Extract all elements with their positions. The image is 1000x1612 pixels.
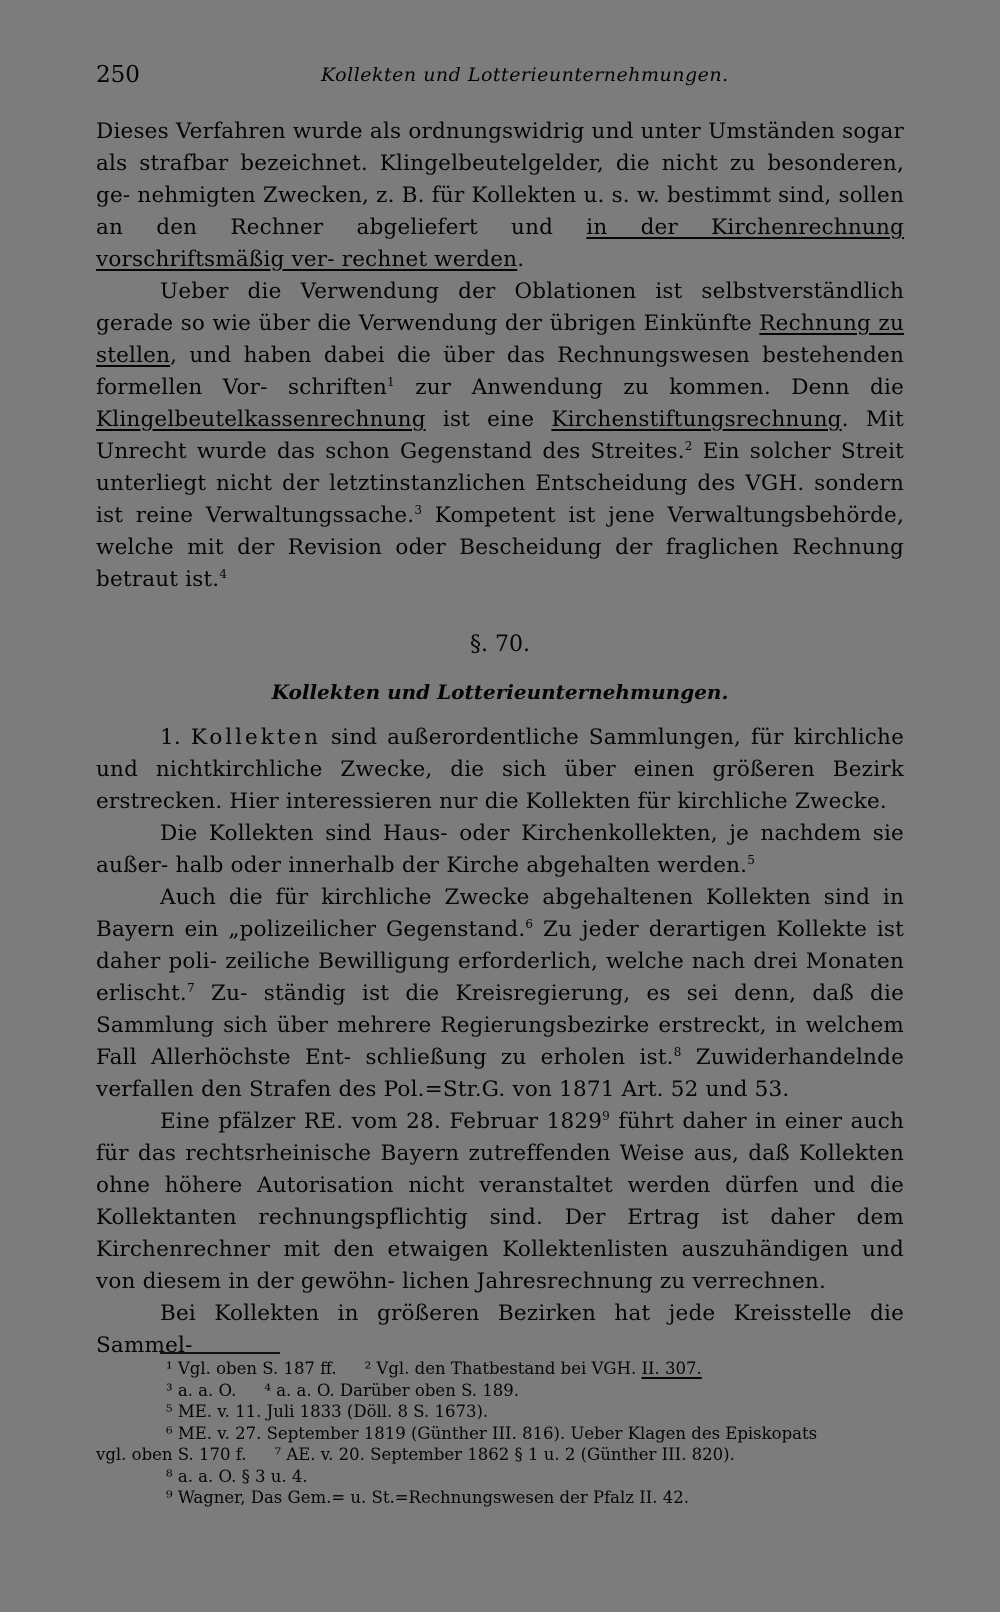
footnote-text: ⁷ AE. v. 20. September 1862 § 1 u. 2 (Günther III. 820).: [274, 1445, 735, 1464]
footnote-ref: 6: [525, 916, 534, 931]
section-number: §. 70.: [470, 632, 530, 657]
text-run: Ueber die Verwendung der Oblationen ist selbstverständlich gerade so wie über die Verwendung der übrigen Einkünfte: [96, 279, 904, 336]
underlined-text: in der Kirchenrechnung vorschriftsmäßig ver‑ rechnet werden: [96, 215, 904, 272]
text-run: Kompetent ist jene Verwaltungsbehörde, welche mit der Revision oder Bescheidung der fraglichen Rechnung betraut ist.: [96, 503, 904, 592]
text-run: Zuwiderhandelnde verfallen den Strafen des Pol.=Str.G. von 1871 Art. 52 und 53.: [96, 1045, 904, 1102]
running-title: Kollekten und Lotterieunternehmungen.: [321, 64, 729, 86]
text-run: Eine pfälzer RE. vom 28. Februar 1829: [160, 1109, 603, 1134]
text-run: Zu jeder derartigen Kollekte ist daher poli‑ zeiliche Bewilligung erforderlich, welche nach drei Monaten erlischt.: [96, 917, 904, 1006]
footnote-ref: 7: [186, 980, 195, 995]
underlined-text: Rechnung zu stellen: [96, 311, 904, 368]
footnote-ref: 4: [219, 566, 228, 581]
footnote-text: ⁴ a. a. O. Darüber oben S. 189.: [264, 1380, 520, 1400]
paragraph-2: [96, 276, 904, 596]
text-run: Auch die für kirchliche Zwecke abgehaltenen Kollekten sind in Bayern ein „polizeilicher Gegenstand.: [96, 885, 904, 942]
text-run: ist eine: [425, 407, 552, 432]
footnote-divider: [160, 1352, 280, 1354]
underlined-text: Kirchenstiftungsrechnung: [551, 407, 842, 432]
footnote-text: ¹ Vgl. oben S. 187 ff.: [166, 1359, 337, 1378]
text-run: zur Anwendung zu kommen. Denn die: [394, 375, 904, 400]
footnote-ref: 5: [747, 852, 756, 867]
text-run: Dieses Verfahren wurde als ordnungswidrig und unter Umständen sogar als strafbar bezeichnet. Klingelbeutelgelder, die nicht zu besonderen, ge‑ nehmigten Zwecken, z. B. für Kollekten u. s. w. bestimmt sind, sollen an den Rechner abgeliefert und: [96, 119, 904, 240]
text-run: , und haben dabei die über das Rechnungswesen bestehenden formellen Vor‑ schriften: [96, 343, 904, 400]
footnote-line: [96, 1444, 904, 1466]
footnote-ref: 3: [414, 502, 423, 517]
text-run: Zu‑ ständig ist die Kreisregierung, es sei denn, daß die Sammlung sich über mehrere Regierungsbezirke erstreckt, in welchem Fall Allerhöchste Ent‑ schließung zu erholen ist.: [96, 981, 904, 1070]
underlined-text: Klingelbeutelkassenrechnung: [96, 407, 426, 432]
section-title: Kollekten und Lotterieunternehmungen.: [271, 680, 729, 704]
paragraph-6: [96, 1106, 904, 1298]
text-run: Bei Kollekten in größeren Bezirken hat jede Kreisstelle die Sammel‑: [96, 1301, 904, 1358]
text-run: . Mit Unrecht wurde das schon Gegenstand des Streites.: [96, 407, 904, 464]
footnote-line: ⁸ a. a. O. § 3 u. 4.: [166, 1466, 308, 1486]
footnote-line: [96, 1380, 904, 1402]
page-header: [96, 62, 904, 96]
footnote-line: ⁹ Wagner, Das Gem.= u. St.=Rechnungswesen der Pfalz II. 42.: [166, 1488, 689, 1507]
text-run: Die Kollekten sind Haus‑ oder Kirchenkollekten, je nachdem sie außer‑ halb oder innerhalb der Kirche abgehalten werden.: [96, 821, 904, 878]
underlined-text: II. 307.: [641, 1359, 702, 1378]
footnote-ref: 9: [602, 1108, 610, 1123]
item-number: 1.: [160, 725, 191, 750]
footnote-line: ⁶ ME. v. 27. September 1819 (Günther III. 816). Ueber Klagen des Episkopats: [166, 1423, 818, 1443]
footnote-text: vgl. oben S. 170 f.: [96, 1445, 247, 1464]
footnote-text: ³ a. a. O.: [166, 1380, 237, 1400]
spaced-term: Kollekten: [190, 725, 321, 750]
text-run: sind außerordentliche Sammlungen, für kirchliche und nichtkirchliche Zwecke, die sich über einen größeren Bezirk erstrecken. Hier interessieren nur die Kollekten für kirchliche Zwecke.: [96, 725, 904, 814]
paragraph-5: [96, 882, 904, 1106]
paragraph-3: [96, 722, 904, 818]
footnote-line: [96, 1358, 904, 1380]
footnote-line: ⁵ ME. v. 11. Juli 1833 (Döll. 8 S. 1673).: [166, 1402, 489, 1421]
footnote-ref: 8: [673, 1044, 682, 1059]
lower-text-block: [96, 722, 904, 1362]
text-run: führt daher in einer auch für das rechtsrheinische Bayern zutreffenden Weise aus, daß Kollekten ohne höhere Autorisation nicht veranstaltet werden dürfen und die Kollektanten rechnungspflichtig sind. Der Ertrag ist daher dem Kirchenrechner mit den etwaigen Kollektenlisten auszuhändigen und von diesem in der gewöhn‑ lichen Jahresrechnung zu verrechnen.: [96, 1109, 905, 1294]
upper-text-block: [96, 116, 904, 596]
paragraph-4: [96, 818, 904, 882]
page-number: 250: [96, 62, 140, 88]
text-run: .: [517, 247, 525, 272]
text-run: Ein solcher Streit unterliegt nicht der letztinstanzlichen Entscheidung des VGH. sondern ist reine Verwaltungssache.: [96, 439, 904, 528]
footnotes: [96, 1358, 904, 1509]
footnote-text: ² Vgl. den Thatbestand bei VGH.: [364, 1359, 642, 1378]
footnote-ref: 2: [684, 438, 693, 453]
paragraph-1: [96, 116, 904, 276]
footnote-ref: 1: [387, 374, 395, 389]
